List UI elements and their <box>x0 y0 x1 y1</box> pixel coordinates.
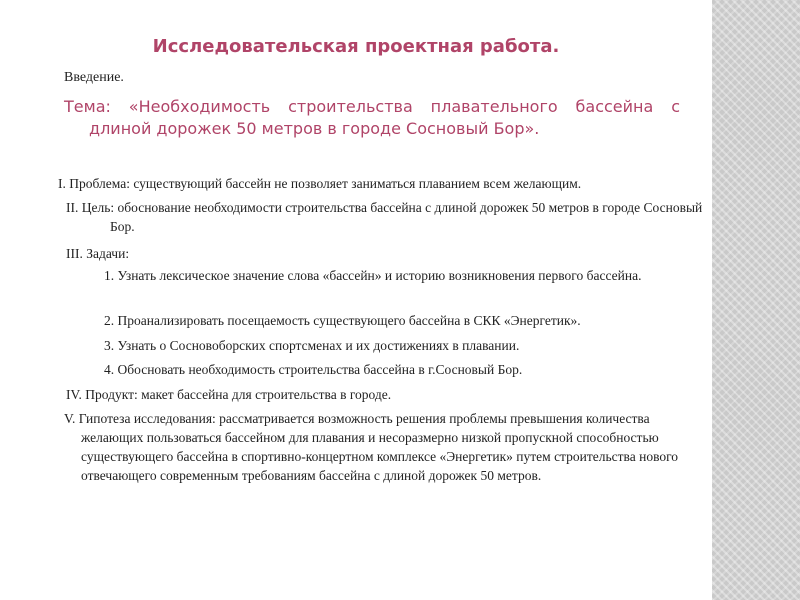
intro-label: Введение. <box>64 70 124 85</box>
goal-text: II. Цель: обоснование необходимости строительства бассейна с длиной дорожек 50 метров в городе Сосновый Бор. <box>66 200 703 234</box>
tasks-label: III. Задачи: <box>66 246 130 261</box>
product-text: IV. Продукт: макет бассейна для строительства в городе. <box>66 387 392 402</box>
hypothesis-text: V. Гипотеза исследования: рассматривается возможность решения проблемы превышения количества желающих пользоваться бассейном для плавания и несоразмерно низкой пропускной способностью существующего бассейна в спортивно-концертном комплексе «Энергетик» путем строительства нового отвечающего современным требованиям бассейна с длиной дорожек 50 метров. <box>64 411 679 483</box>
task-item: 4. Обосновать необходимость строительства бассейна в г.Сосновый Бор. <box>104 362 523 377</box>
topic-text <box>64 96 680 140</box>
task-item: 1. Узнать лексическое значение слова «бассейн» и историю возникновения первого бассейна. <box>104 268 642 283</box>
slide-title: Исследовательская проектная работа. <box>152 36 560 57</box>
task-item: 3. Узнать о Сосновоборских спортсменах и их достижениях в плавании. <box>104 338 520 353</box>
task-item: 2. Проанализировать посещаемость существующего бассейна в СКК «Энергетик». <box>104 313 581 328</box>
problem-text: I. Проблема: существующий бассейн не позволяет заниматься плаванием всем желающим. <box>58 176 582 191</box>
topic-line: Тема: «Необходимость строительства плавательного бассейна с длиной дорожек 50 метров в городе Сосновый Бор». <box>64 97 680 138</box>
decorative-sidebar <box>712 0 800 600</box>
